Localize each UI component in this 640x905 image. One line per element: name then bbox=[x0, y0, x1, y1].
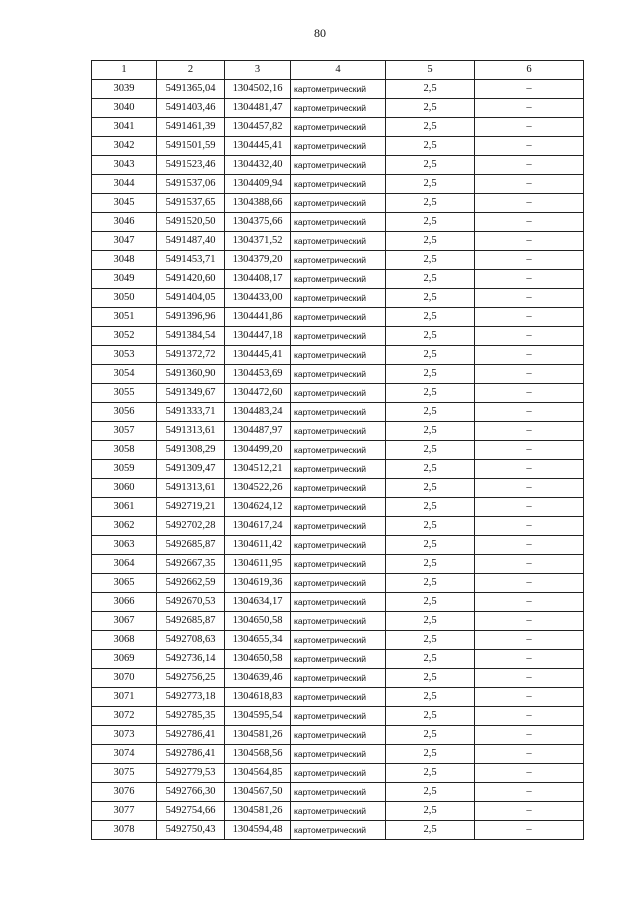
x-coordinate-cell: 5492708,63 bbox=[157, 631, 225, 650]
method-cell: картометрический bbox=[291, 80, 386, 99]
table-row bbox=[92, 80, 584, 99]
point-number-cell: 3063 bbox=[92, 536, 157, 555]
y-coordinate-cell: 1304522,26 bbox=[225, 479, 291, 498]
table-row bbox=[92, 175, 584, 194]
y-coordinate-cell: 1304512,21 bbox=[225, 460, 291, 479]
y-coordinate-cell: 1304483,24 bbox=[225, 403, 291, 422]
accuracy-cell: 2,5 bbox=[386, 232, 475, 251]
accuracy-cell: 2,5 bbox=[386, 156, 475, 175]
point-number-cell: 3045 bbox=[92, 194, 157, 213]
method-cell: картометрический bbox=[291, 194, 386, 213]
accuracy-cell: 2,5 bbox=[386, 612, 475, 631]
column-header-description: 6 bbox=[475, 61, 584, 80]
description-cell: – bbox=[475, 650, 584, 669]
description-cell: – bbox=[475, 517, 584, 536]
x-coordinate-cell: 5491365,04 bbox=[157, 80, 225, 99]
description-cell: – bbox=[475, 365, 584, 384]
y-coordinate-cell: 1304375,66 bbox=[225, 213, 291, 232]
x-coordinate-cell: 5491349,67 bbox=[157, 384, 225, 403]
accuracy-cell: 2,5 bbox=[386, 631, 475, 650]
accuracy-cell: 2,5 bbox=[386, 137, 475, 156]
method-cell: картометрический bbox=[291, 745, 386, 764]
x-coordinate-cell: 5492754,66 bbox=[157, 802, 225, 821]
point-number-cell: 3073 bbox=[92, 726, 157, 745]
x-coordinate-cell: 5492756,25 bbox=[157, 669, 225, 688]
point-number-cell: 3047 bbox=[92, 232, 157, 251]
description-cell: – bbox=[475, 422, 584, 441]
column-header-method: 4 bbox=[291, 61, 386, 80]
accuracy-cell: 2,5 bbox=[386, 517, 475, 536]
description-cell: – bbox=[475, 289, 584, 308]
table-row bbox=[92, 612, 584, 631]
point-number-cell: 3061 bbox=[92, 498, 157, 517]
y-coordinate-cell: 1304457,82 bbox=[225, 118, 291, 137]
x-coordinate-cell: 5491523,46 bbox=[157, 156, 225, 175]
description-cell: – bbox=[475, 783, 584, 802]
y-coordinate-cell: 1304655,34 bbox=[225, 631, 291, 650]
accuracy-cell: 2,5 bbox=[386, 251, 475, 270]
y-coordinate-cell: 1304619,36 bbox=[225, 574, 291, 593]
x-coordinate-cell: 5491360,90 bbox=[157, 365, 225, 384]
x-coordinate-cell: 5492702,28 bbox=[157, 517, 225, 536]
x-coordinate-cell: 5491537,65 bbox=[157, 194, 225, 213]
accuracy-cell: 2,5 bbox=[386, 821, 475, 840]
point-number-cell: 3064 bbox=[92, 555, 157, 574]
table-row bbox=[92, 574, 584, 593]
x-coordinate-cell: 5491501,59 bbox=[157, 137, 225, 156]
accuracy-cell: 2,5 bbox=[386, 688, 475, 707]
point-number-cell: 3039 bbox=[92, 80, 157, 99]
method-cell: картометрический bbox=[291, 213, 386, 232]
point-number-cell: 3058 bbox=[92, 441, 157, 460]
description-cell: – bbox=[475, 536, 584, 555]
table-row bbox=[92, 346, 584, 365]
description-cell: – bbox=[475, 327, 584, 346]
table-row bbox=[92, 441, 584, 460]
description-cell: – bbox=[475, 441, 584, 460]
point-number-cell: 3053 bbox=[92, 346, 157, 365]
y-coordinate-cell: 1304379,20 bbox=[225, 251, 291, 270]
description-cell: – bbox=[475, 99, 584, 118]
point-number-cell: 3052 bbox=[92, 327, 157, 346]
method-cell: картометрический bbox=[291, 783, 386, 802]
accuracy-cell: 2,5 bbox=[386, 479, 475, 498]
description-cell: – bbox=[475, 346, 584, 365]
table-row bbox=[92, 232, 584, 251]
accuracy-cell: 2,5 bbox=[386, 555, 475, 574]
x-coordinate-cell: 5492685,87 bbox=[157, 536, 225, 555]
x-coordinate-cell: 5491396,96 bbox=[157, 308, 225, 327]
y-coordinate-cell: 1304472,60 bbox=[225, 384, 291, 403]
x-coordinate-cell: 5491313,61 bbox=[157, 422, 225, 441]
description-cell: – bbox=[475, 156, 584, 175]
y-coordinate-cell: 1304581,26 bbox=[225, 802, 291, 821]
y-coordinate-cell: 1304639,46 bbox=[225, 669, 291, 688]
accuracy-cell: 2,5 bbox=[386, 650, 475, 669]
point-number-cell: 3067 bbox=[92, 612, 157, 631]
point-number-cell: 3068 bbox=[92, 631, 157, 650]
description-cell: – bbox=[475, 80, 584, 99]
point-number-cell: 3056 bbox=[92, 403, 157, 422]
y-coordinate-cell: 1304481,47 bbox=[225, 99, 291, 118]
accuracy-cell: 2,5 bbox=[386, 745, 475, 764]
method-cell: картометрический bbox=[291, 764, 386, 783]
description-cell: – bbox=[475, 707, 584, 726]
description-cell: – bbox=[475, 593, 584, 612]
x-coordinate-cell: 5491384,54 bbox=[157, 327, 225, 346]
method-cell: картометрический bbox=[291, 137, 386, 156]
y-coordinate-cell: 1304595,54 bbox=[225, 707, 291, 726]
accuracy-cell: 2,5 bbox=[386, 593, 475, 612]
y-coordinate-cell: 1304618,83 bbox=[225, 688, 291, 707]
x-coordinate-cell: 5491372,72 bbox=[157, 346, 225, 365]
x-coordinate-cell: 5491313,61 bbox=[157, 479, 225, 498]
description-cell: – bbox=[475, 137, 584, 156]
table-row bbox=[92, 460, 584, 479]
accuracy-cell: 2,5 bbox=[386, 365, 475, 384]
method-cell: картометрический bbox=[291, 232, 386, 251]
accuracy-cell: 2,5 bbox=[386, 783, 475, 802]
x-coordinate-cell: 5491420,60 bbox=[157, 270, 225, 289]
x-coordinate-cell: 5492785,35 bbox=[157, 707, 225, 726]
description-cell: – bbox=[475, 251, 584, 270]
accuracy-cell: 2,5 bbox=[386, 574, 475, 593]
table-row bbox=[92, 384, 584, 403]
y-coordinate-cell: 1304371,52 bbox=[225, 232, 291, 251]
method-cell: картометрический bbox=[291, 384, 386, 403]
y-coordinate-cell: 1304433,00 bbox=[225, 289, 291, 308]
table-row bbox=[92, 99, 584, 118]
method-cell: картометрический bbox=[291, 612, 386, 631]
description-cell: – bbox=[475, 802, 584, 821]
x-coordinate-cell: 5491487,40 bbox=[157, 232, 225, 251]
accuracy-cell: 2,5 bbox=[386, 441, 475, 460]
point-number-cell: 3048 bbox=[92, 251, 157, 270]
method-cell: картометрический bbox=[291, 422, 386, 441]
page-number: 80 bbox=[314, 26, 326, 40]
accuracy-cell: 2,5 bbox=[386, 308, 475, 327]
accuracy-cell: 2,5 bbox=[386, 460, 475, 479]
table-row bbox=[92, 707, 584, 726]
point-number-cell: 3071 bbox=[92, 688, 157, 707]
x-coordinate-cell: 5492766,30 bbox=[157, 783, 225, 802]
point-number-cell: 3050 bbox=[92, 289, 157, 308]
method-cell: картометрический bbox=[291, 251, 386, 270]
method-cell: картометрический bbox=[291, 555, 386, 574]
method-cell: картометрический bbox=[291, 593, 386, 612]
y-coordinate-cell: 1304441,86 bbox=[225, 308, 291, 327]
description-cell: – bbox=[475, 498, 584, 517]
y-coordinate-cell: 1304445,41 bbox=[225, 346, 291, 365]
table-row bbox=[92, 517, 584, 536]
y-coordinate-cell: 1304409,94 bbox=[225, 175, 291, 194]
accuracy-cell: 2,5 bbox=[386, 99, 475, 118]
description-cell: – bbox=[475, 555, 584, 574]
method-cell: картометрический bbox=[291, 517, 386, 536]
point-number-cell: 3044 bbox=[92, 175, 157, 194]
accuracy-cell: 2,5 bbox=[386, 669, 475, 688]
y-coordinate-cell: 1304581,26 bbox=[225, 726, 291, 745]
table-row bbox=[92, 555, 584, 574]
table-row bbox=[92, 270, 584, 289]
table-row bbox=[92, 118, 584, 137]
point-number-cell: 3075 bbox=[92, 764, 157, 783]
point-number-cell: 3057 bbox=[92, 422, 157, 441]
x-coordinate-cell: 5492786,41 bbox=[157, 726, 225, 745]
method-cell: картометрический bbox=[291, 536, 386, 555]
description-cell: – bbox=[475, 612, 584, 631]
description-cell: – bbox=[475, 669, 584, 688]
x-coordinate-cell: 5492670,53 bbox=[157, 593, 225, 612]
table-row bbox=[92, 403, 584, 422]
point-number-cell: 3040 bbox=[92, 99, 157, 118]
point-number-cell: 3077 bbox=[92, 802, 157, 821]
table-row bbox=[92, 631, 584, 650]
y-coordinate-cell: 1304617,24 bbox=[225, 517, 291, 536]
description-cell: – bbox=[475, 213, 584, 232]
table-row bbox=[92, 536, 584, 555]
description-cell: – bbox=[475, 232, 584, 251]
table-row bbox=[92, 213, 584, 232]
x-coordinate-cell: 5492750,43 bbox=[157, 821, 225, 840]
accuracy-cell: 2,5 bbox=[386, 764, 475, 783]
point-number-cell: 3046 bbox=[92, 213, 157, 232]
table-row bbox=[92, 422, 584, 441]
x-coordinate-cell: 5491453,71 bbox=[157, 251, 225, 270]
description-cell: – bbox=[475, 118, 584, 137]
accuracy-cell: 2,5 bbox=[386, 194, 475, 213]
column-header-x-coordinate: 2 bbox=[157, 61, 225, 80]
point-number-cell: 3051 bbox=[92, 308, 157, 327]
description-cell: – bbox=[475, 175, 584, 194]
y-coordinate-cell: 1304453,69 bbox=[225, 365, 291, 384]
x-coordinate-cell: 5491404,05 bbox=[157, 289, 225, 308]
accuracy-cell: 2,5 bbox=[386, 270, 475, 289]
accuracy-cell: 2,5 bbox=[386, 327, 475, 346]
description-cell: – bbox=[475, 726, 584, 745]
description-cell: – bbox=[475, 403, 584, 422]
table-row bbox=[92, 479, 584, 498]
x-coordinate-cell: 5491309,47 bbox=[157, 460, 225, 479]
point-number-cell: 3066 bbox=[92, 593, 157, 612]
y-coordinate-cell: 1304594,48 bbox=[225, 821, 291, 840]
point-number-cell: 3049 bbox=[92, 270, 157, 289]
method-cell: картометрический bbox=[291, 802, 386, 821]
method-cell: картометрический bbox=[291, 289, 386, 308]
method-cell: картометрический bbox=[291, 99, 386, 118]
y-coordinate-cell: 1304499,20 bbox=[225, 441, 291, 460]
table-row bbox=[92, 308, 584, 327]
accuracy-cell: 2,5 bbox=[386, 118, 475, 137]
accuracy-cell: 2,5 bbox=[386, 80, 475, 99]
description-cell: – bbox=[475, 631, 584, 650]
y-coordinate-cell: 1304568,56 bbox=[225, 745, 291, 764]
accuracy-cell: 2,5 bbox=[386, 403, 475, 422]
table-row bbox=[92, 726, 584, 745]
description-cell: – bbox=[475, 821, 584, 840]
y-coordinate-cell: 1304611,95 bbox=[225, 555, 291, 574]
method-cell: картометрический bbox=[291, 669, 386, 688]
y-coordinate-cell: 1304564,85 bbox=[225, 764, 291, 783]
accuracy-cell: 2,5 bbox=[386, 498, 475, 517]
x-coordinate-cell: 5491537,06 bbox=[157, 175, 225, 194]
method-cell: картометрический bbox=[291, 498, 386, 517]
table-row bbox=[92, 688, 584, 707]
method-cell: картометрический bbox=[291, 460, 386, 479]
x-coordinate-cell: 5492786,41 bbox=[157, 745, 225, 764]
point-number-cell: 3069 bbox=[92, 650, 157, 669]
table-row bbox=[92, 650, 584, 669]
table-row bbox=[92, 802, 584, 821]
method-cell: картометрический bbox=[291, 270, 386, 289]
method-cell: картометрический bbox=[291, 403, 386, 422]
accuracy-cell: 2,5 bbox=[386, 802, 475, 821]
x-coordinate-cell: 5492667,35 bbox=[157, 555, 225, 574]
x-coordinate-cell: 5492685,87 bbox=[157, 612, 225, 631]
table-row bbox=[92, 156, 584, 175]
method-cell: картометрический bbox=[291, 479, 386, 498]
accuracy-cell: 2,5 bbox=[386, 289, 475, 308]
description-cell: – bbox=[475, 574, 584, 593]
accuracy-cell: 2,5 bbox=[386, 346, 475, 365]
accuracy-cell: 2,5 bbox=[386, 175, 475, 194]
table-row bbox=[92, 289, 584, 308]
description-cell: – bbox=[475, 194, 584, 213]
y-coordinate-cell: 1304408,17 bbox=[225, 270, 291, 289]
coordinates-table bbox=[91, 60, 584, 840]
method-cell: картометрический bbox=[291, 175, 386, 194]
table-row bbox=[92, 593, 584, 612]
point-number-cell: 3074 bbox=[92, 745, 157, 764]
table-row bbox=[92, 365, 584, 384]
method-cell: картометрический bbox=[291, 821, 386, 840]
x-coordinate-cell: 5491520,50 bbox=[157, 213, 225, 232]
method-cell: картометрический bbox=[291, 707, 386, 726]
description-cell: – bbox=[475, 384, 584, 403]
column-header-accuracy: 5 bbox=[386, 61, 475, 80]
table-body bbox=[92, 80, 584, 840]
description-cell: – bbox=[475, 308, 584, 327]
accuracy-cell: 2,5 bbox=[386, 707, 475, 726]
method-cell: картометрический bbox=[291, 650, 386, 669]
method-cell: картометрический bbox=[291, 688, 386, 707]
y-coordinate-cell: 1304650,58 bbox=[225, 612, 291, 631]
method-cell: картометрический bbox=[291, 365, 386, 384]
table-row bbox=[92, 498, 584, 517]
table-header-row bbox=[92, 61, 584, 80]
method-cell: картометрический bbox=[291, 327, 386, 346]
point-number-cell: 3054 bbox=[92, 365, 157, 384]
y-coordinate-cell: 1304650,58 bbox=[225, 650, 291, 669]
column-header-y-coordinate: 3 bbox=[225, 61, 291, 80]
table-row bbox=[92, 251, 584, 270]
description-cell: – bbox=[475, 688, 584, 707]
point-number-cell: 3042 bbox=[92, 137, 157, 156]
table-row bbox=[92, 327, 584, 346]
accuracy-cell: 2,5 bbox=[386, 536, 475, 555]
y-coordinate-cell: 1304487,97 bbox=[225, 422, 291, 441]
y-coordinate-cell: 1304502,16 bbox=[225, 80, 291, 99]
accuracy-cell: 2,5 bbox=[386, 422, 475, 441]
y-coordinate-cell: 1304445,41 bbox=[225, 137, 291, 156]
point-number-cell: 3055 bbox=[92, 384, 157, 403]
point-number-cell: 3059 bbox=[92, 460, 157, 479]
description-cell: – bbox=[475, 270, 584, 289]
method-cell: картометрический bbox=[291, 346, 386, 365]
y-coordinate-cell: 1304624,12 bbox=[225, 498, 291, 517]
description-cell: – bbox=[475, 460, 584, 479]
accuracy-cell: 2,5 bbox=[386, 384, 475, 403]
x-coordinate-cell: 5491308,29 bbox=[157, 441, 225, 460]
point-number-cell: 3072 bbox=[92, 707, 157, 726]
table-row bbox=[92, 669, 584, 688]
method-cell: картометрический bbox=[291, 118, 386, 137]
y-coordinate-cell: 1304634,17 bbox=[225, 593, 291, 612]
y-coordinate-cell: 1304388,66 bbox=[225, 194, 291, 213]
x-coordinate-cell: 5492773,18 bbox=[157, 688, 225, 707]
x-coordinate-cell: 5492779,53 bbox=[157, 764, 225, 783]
description-cell: – bbox=[475, 745, 584, 764]
point-number-cell: 3062 bbox=[92, 517, 157, 536]
method-cell: картометрический bbox=[291, 726, 386, 745]
method-cell: картометрический bbox=[291, 156, 386, 175]
x-coordinate-cell: 5491403,46 bbox=[157, 99, 225, 118]
point-number-cell: 3043 bbox=[92, 156, 157, 175]
point-number-cell: 3065 bbox=[92, 574, 157, 593]
description-cell: – bbox=[475, 479, 584, 498]
x-coordinate-cell: 5492719,21 bbox=[157, 498, 225, 517]
x-coordinate-cell: 5492662,59 bbox=[157, 574, 225, 593]
point-number-cell: 3078 bbox=[92, 821, 157, 840]
table-row bbox=[92, 821, 584, 840]
point-number-cell: 3076 bbox=[92, 783, 157, 802]
x-coordinate-cell: 5491461,39 bbox=[157, 118, 225, 137]
table-row bbox=[92, 194, 584, 213]
table-row bbox=[92, 764, 584, 783]
point-number-cell: 3041 bbox=[92, 118, 157, 137]
column-header-point-number: 1 bbox=[92, 61, 157, 80]
y-coordinate-cell: 1304611,42 bbox=[225, 536, 291, 555]
point-number-cell: 3070 bbox=[92, 669, 157, 688]
method-cell: картометрический bbox=[291, 441, 386, 460]
method-cell: картометрический bbox=[291, 308, 386, 327]
method-cell: картометрический bbox=[291, 574, 386, 593]
x-coordinate-cell: 5492736,14 bbox=[157, 650, 225, 669]
accuracy-cell: 2,5 bbox=[386, 213, 475, 232]
method-cell: картометрический bbox=[291, 631, 386, 650]
x-coordinate-cell: 5491333,71 bbox=[157, 403, 225, 422]
y-coordinate-cell: 1304447,18 bbox=[225, 327, 291, 346]
table-row bbox=[92, 745, 584, 764]
table-row bbox=[92, 137, 584, 156]
table-row bbox=[92, 783, 584, 802]
description-cell: – bbox=[475, 764, 584, 783]
point-number-cell: 3060 bbox=[92, 479, 157, 498]
accuracy-cell: 2,5 bbox=[386, 726, 475, 745]
y-coordinate-cell: 1304432,40 bbox=[225, 156, 291, 175]
y-coordinate-cell: 1304567,50 bbox=[225, 783, 291, 802]
